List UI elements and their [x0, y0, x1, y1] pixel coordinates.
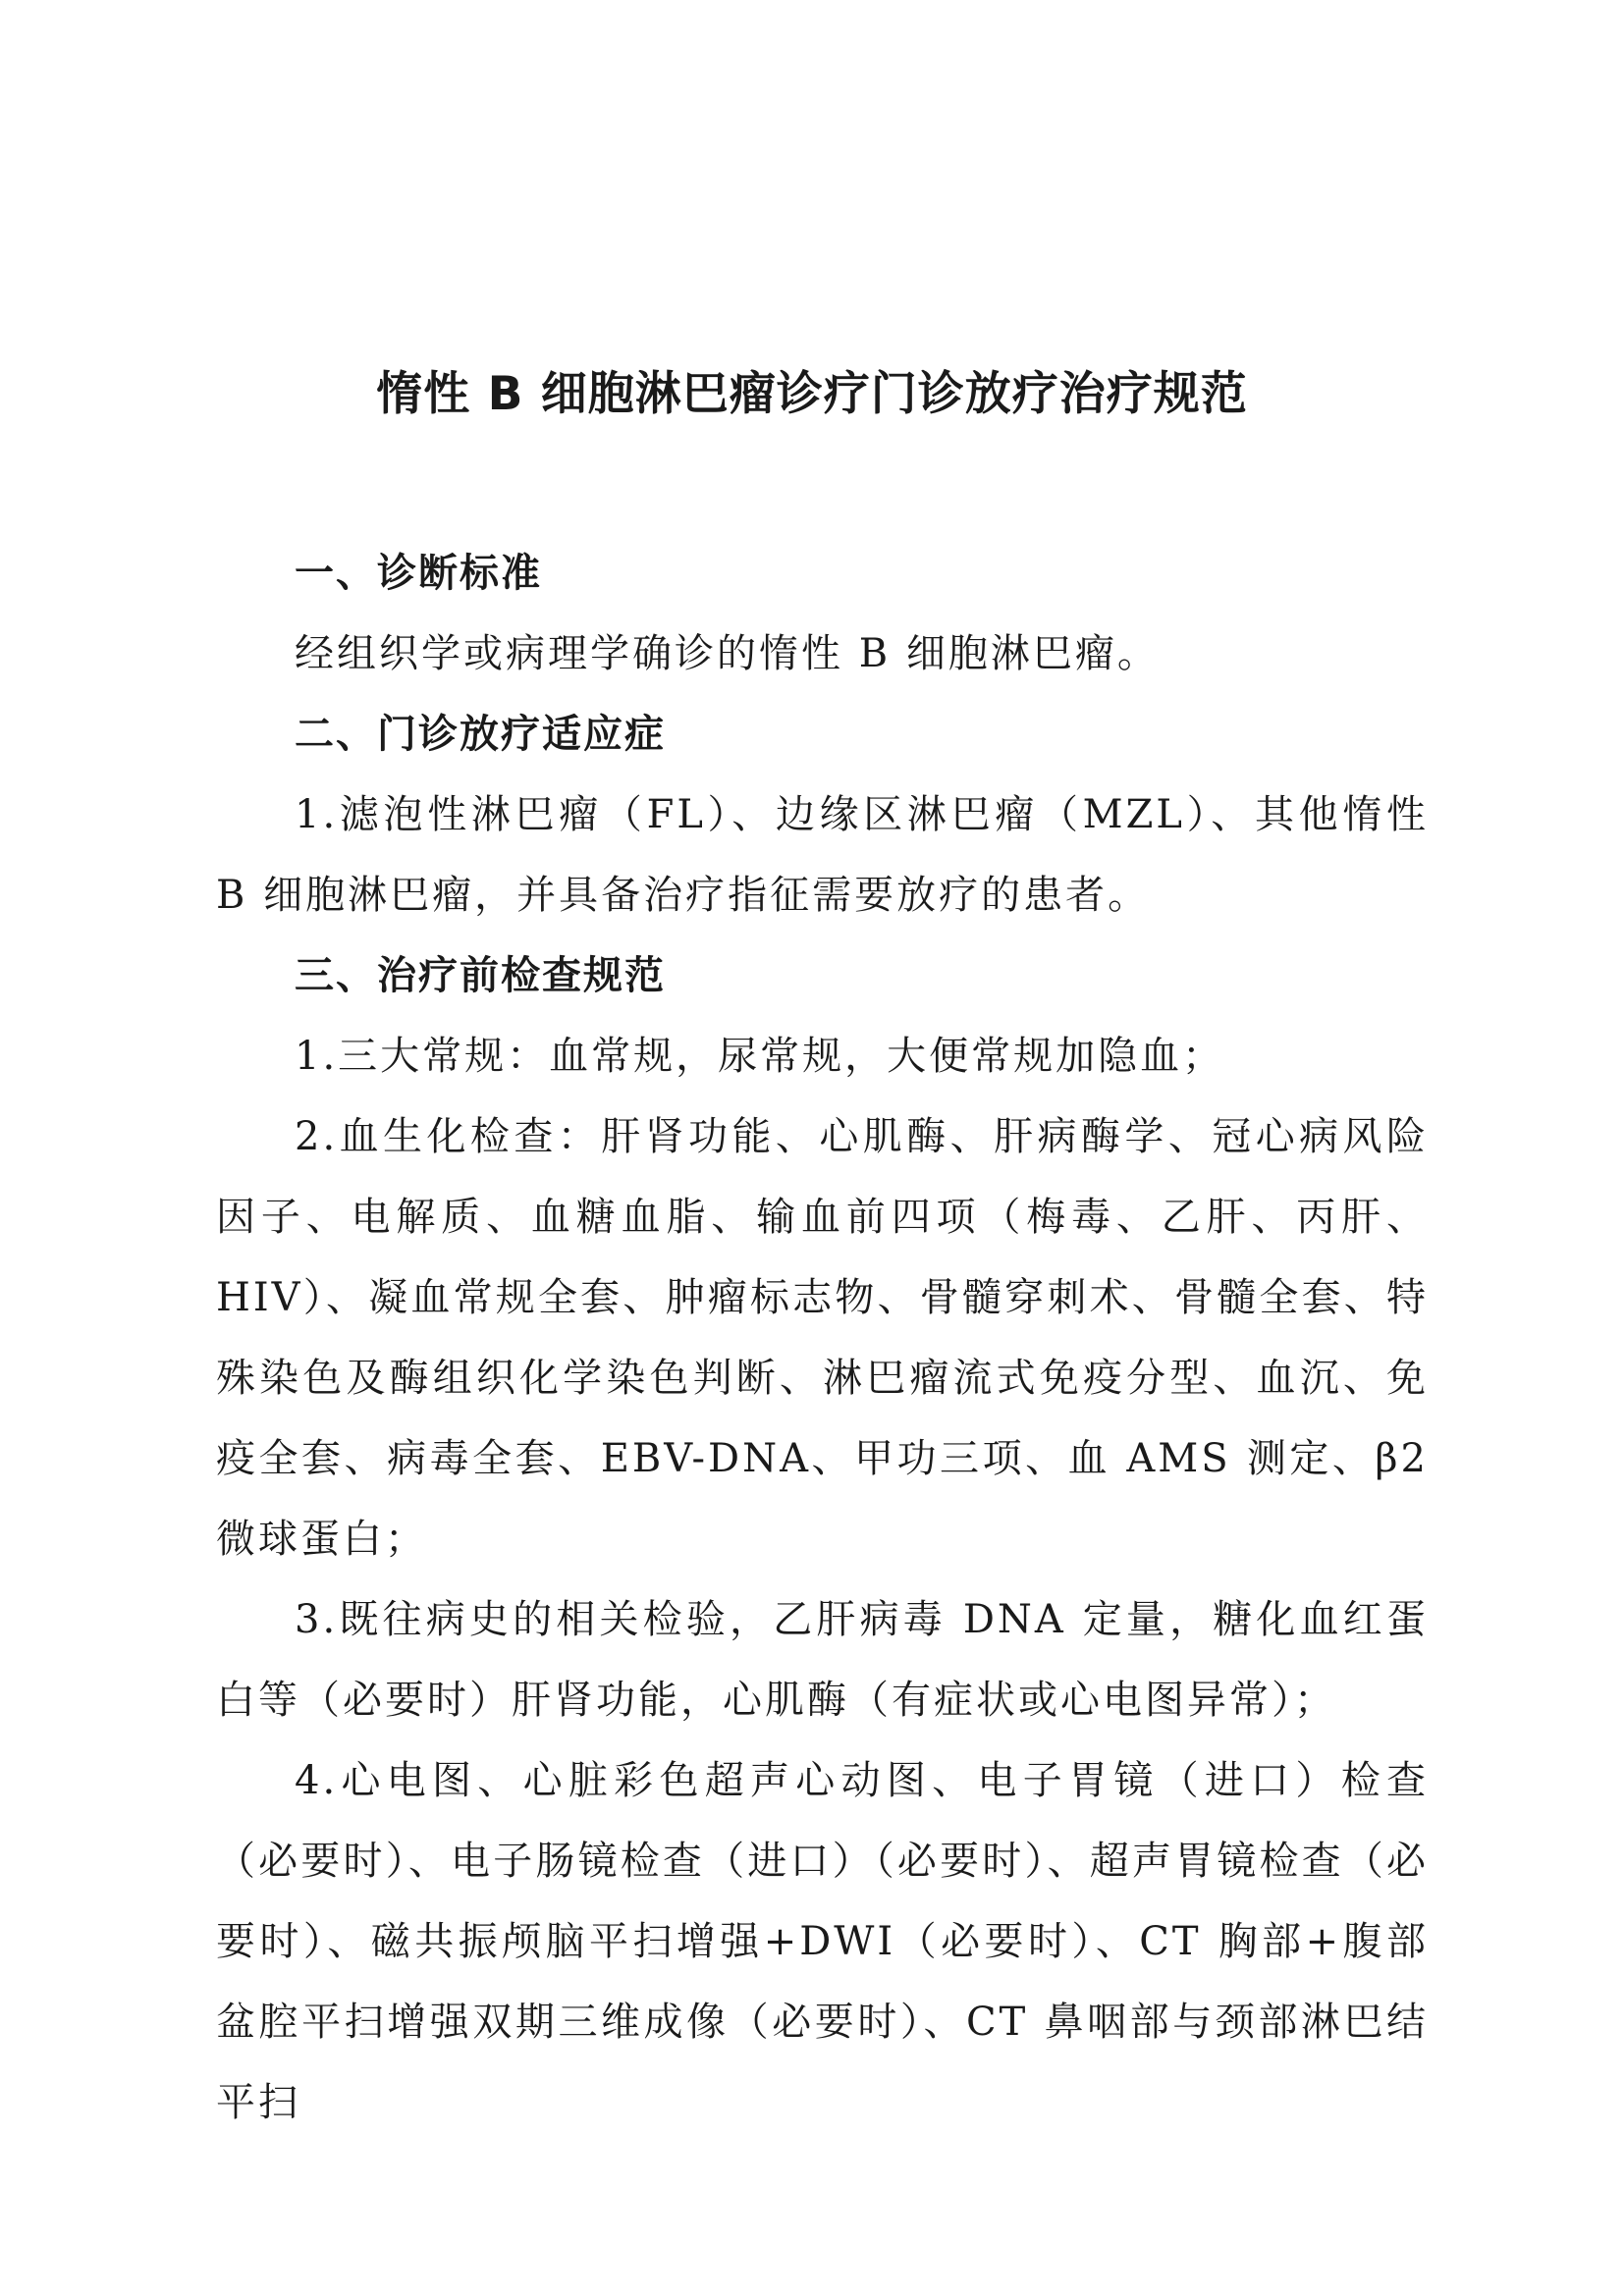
paragraph: 2.血生化检查：肝肾功能、心肌酶、肝病酶学、冠心病风险因子、电解质、血糖血脂、输血前四项（梅毒、乙肝、丙肝、HIV）、凝血常规全套、肿瘤标志物、骨髓穿刺术、骨髓全套、特殊染色及酶组织化学染色判断、淋巴瘤流式免疫分型、血沉、免疫全套、病毒全套、EBV-DNA、甲功三项、血 AMS 测定、β2 微球蛋白；	[216, 1114, 1429, 1562]
paragraph: 3.既往病史的相关检验，乙肝病毒 DNA 定量，糖化血红蛋白等（必要时）肝肾功能，心肌酶（有症状或心电图异常）；	[216, 1597, 1429, 1723]
section-pretreatment-exams	[216, 935, 1429, 2143]
section-heading: 三、治疗前检查规范	[295, 953, 666, 998]
document-body	[216, 533, 1429, 2143]
document-title: 惰性 B 细胞淋巴瘤诊疗门诊放疗治疗规范	[376, 367, 1248, 421]
section-indications	[216, 694, 1429, 935]
paragraph: 4.心电图、心脏彩色超声心动图、电子胃镜（进口）检查（必要时）、电子肠镜检查（进口）（必要时）、超声胃镜检查（必要时）、磁共振颅脑平扫增强+DWI（必要时）、CT 胸部+腹部盆腔平扫增强双期三维成像（必要时）、CT 鼻咽部与颈部淋巴结平扫	[216, 1758, 1429, 2125]
section-heading: 二、门诊放疗适应症	[295, 712, 666, 757]
paragraph: 经组织学或病理学确诊的惰性 B 细胞淋巴瘤。	[295, 631, 1160, 676]
paragraph: 1.三大常规：血常规，尿常规，大便常规加隐血；	[295, 1034, 1225, 1079]
section-diagnosis-criteria	[216, 533, 1429, 694]
paragraph: 1.滤泡性淋巴瘤（FL）、边缘区淋巴瘤（MZL）、其他惰性 B 细胞淋巴瘤，并具备治疗指征需要放疗的患者。	[216, 792, 1429, 918]
section-heading: 一、诊断标准	[295, 551, 542, 596]
